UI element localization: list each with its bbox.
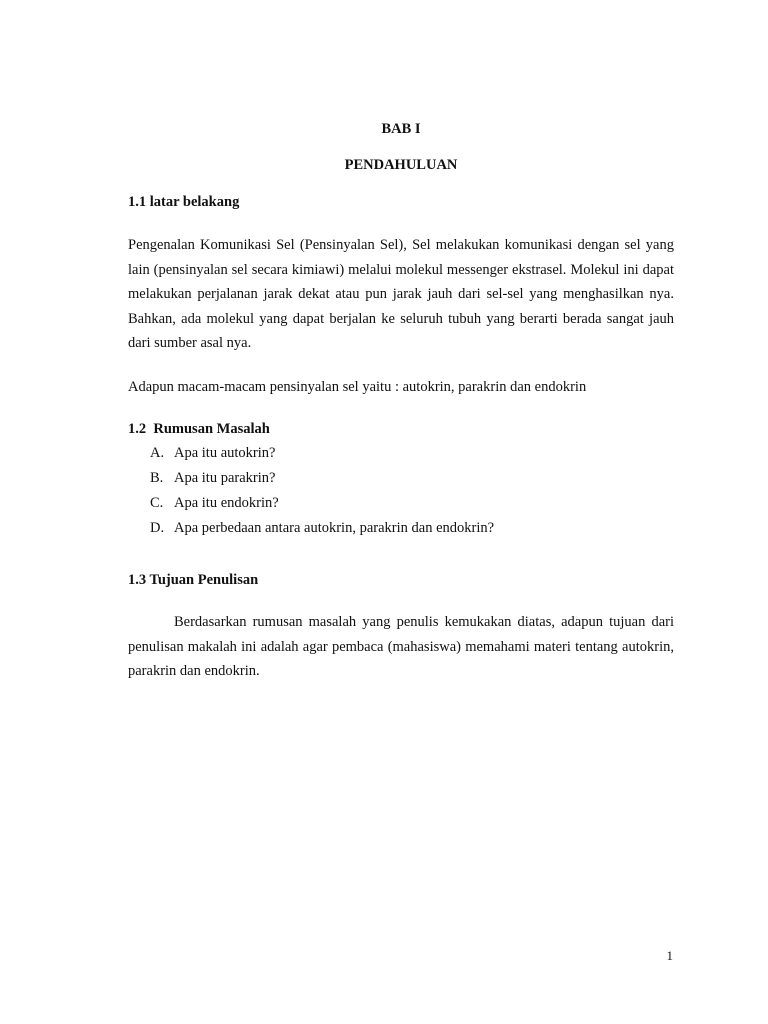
list-marker: D. — [150, 520, 165, 536]
list-item-text: Apa itu endokrin? — [174, 495, 279, 511]
list-item — [150, 441, 494, 466]
problem-list — [150, 441, 494, 541]
paragraph-macam-pensinyalan: Adapun macam-macam pensinyalan sel yaitu : autokrin, parakrin dan endokrin — [128, 379, 587, 395]
chapter-number: BAB I — [381, 121, 421, 137]
section-heading-rumusan-masalah: 1.2 Rumusan Masalah — [128, 421, 270, 437]
paragraph-tujuan-penulisan: Berdasarkan rumusan masalah yang penulis kemukakan diatas, adapun tujuan dari penulisan makalah ini adalah agar pembaca (mahasiswa) memahami materi tentang autokrin, parakrin dan endokrin. — [128, 614, 674, 680]
section-heading-tujuan-penulisan: 1.3 Tujuan Penulisan — [128, 572, 259, 588]
list-item — [150, 516, 494, 541]
list-marker: C. — [150, 495, 164, 511]
list-item-text: Apa itu parakrin? — [174, 470, 276, 486]
list-marker: B. — [150, 470, 164, 486]
list-marker: A. — [150, 445, 165, 461]
section-heading-latar-belakang: 1.1 latar belakang — [128, 194, 240, 210]
list-item-text: Apa itu autokrin? — [174, 445, 276, 461]
chapter-title: PENDAHULUAN — [344, 157, 458, 173]
list-item-text: Apa perbedaan antara autokrin, parakrin dan endokrin? — [174, 520, 495, 536]
list-item — [150, 466, 494, 491]
page-number: 1 — [666, 948, 673, 963]
paragraph-latar-belakang: Pengenalan Komunikasi Sel (Pensinyalan Sel), Sel melakukan komunikasi dengan sel yang lain (pensinyalan sel secara kimiawi) melalui molekul messenger ekstrasel. Molekul ini dapat melakukan perjalanan jarak dekat atau pun jarak jauh dari sel-sel yang menghasilkan nya. Bahkan, ada molekul yang dapat berjalan ke seluruh tubuh yang berarti berada sangat jauh dari sumber asal nya. — [128, 237, 674, 352]
list-item — [150, 491, 494, 516]
